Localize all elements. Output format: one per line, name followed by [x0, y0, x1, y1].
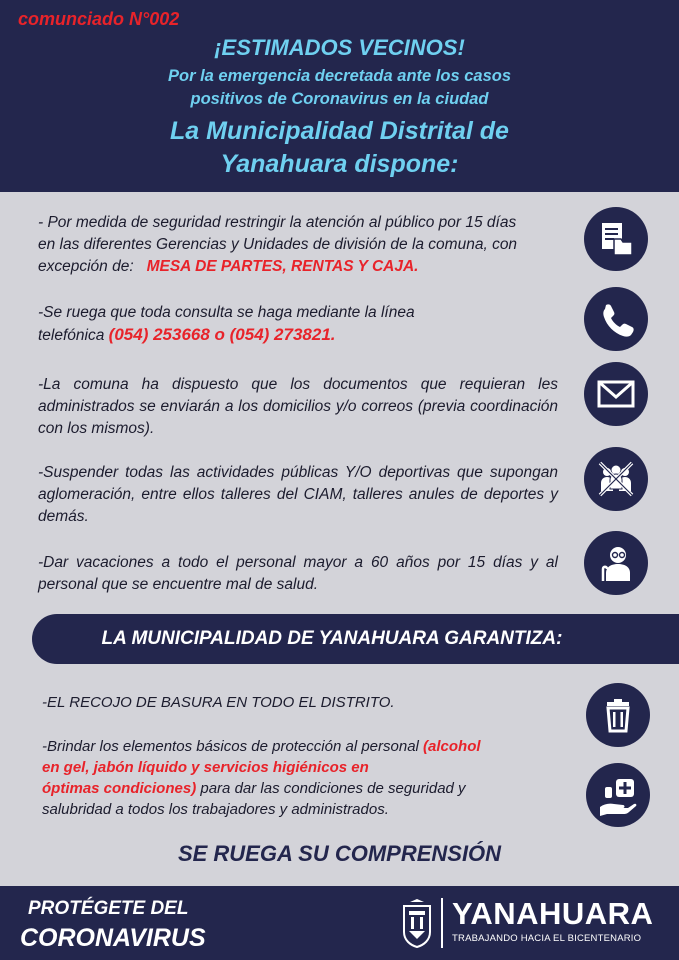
brand-name: YANAHUARA [452, 896, 654, 931]
measure-documents-delivery: -La comuna ha dispuesto que los documentos que requieran les administrados se enviarán a los domicilios y/o correos (previa coordinación con los mismos). [38, 376, 558, 437]
guarantee-2-line-3 [42, 778, 567, 799]
guarantee-2-highlight-1: (alcohol [423, 738, 481, 755]
page-title [0, 115, 679, 181]
guarantee-banner-text: LA MUNICIPALIDAD DE YANAHUARA GARANTIZA: [101, 628, 563, 649]
greeting-title: ¡ESTIMADOS VECINOS! [214, 35, 465, 60]
intro-line-1: Por la emergencia decretada ante los casos [168, 67, 511, 85]
medical-supplies-icon-svg [596, 773, 640, 817]
documents-folder-icon-svg [594, 217, 638, 261]
measure-restrict-attention [38, 212, 558, 278]
measure-phone-consultation [38, 302, 558, 347]
phone-icon-svg [594, 297, 638, 341]
phone-numbers: (054) 253668 o (054) 273821. [108, 325, 336, 344]
measure-suspend-activities: -Suspender todas las actividades públicas Y/O deportivas que supongan aglomeración, entre ellos talleres del CIAM, talleres anules de deportes y demás. [38, 464, 558, 525]
guarantee-2-prefix: -Brindar los elementos básicos de protección al personal [42, 738, 419, 755]
protect-line-1: PROTÉGETE DEL [28, 898, 189, 919]
title-line-2: Yanahuara dispone: [220, 150, 459, 178]
guarantee-2-highlight-3: óptimas condiciones) [42, 780, 197, 797]
title-line-1: La Municipalidad Distrital de [170, 117, 509, 145]
phone-icon [584, 287, 648, 351]
measure-1-prefix: excepción de: [38, 258, 134, 275]
guarantee-2-highlight-2: en gel, jabón líquido y servicios higiénicos en [42, 759, 369, 776]
medical-supplies-icon [586, 763, 650, 827]
measure-1-highlight: MESA DE PARTES, RENTAS Y CAJA. [146, 258, 419, 275]
communique-number: comunciado N°002 [18, 9, 180, 29]
measure-1-line-3 [38, 256, 558, 278]
trash-bin-icon [586, 683, 650, 747]
elderly-person-icon [584, 531, 648, 595]
intro-text [0, 65, 679, 111]
documents-folder-icon [584, 207, 648, 271]
protect-line-2: CORONAVIRUS [20, 924, 206, 952]
guarantee-2-suffix-2: salubridad a todos los trabajadores y administrados. [42, 801, 389, 818]
guarantee-2-line-1 [42, 736, 567, 757]
envelope-icon-svg [594, 372, 638, 416]
measure-2-prefix: telefónica [38, 327, 105, 344]
measure-1-line-1: - Por medida de seguridad restringir la atención al público por 15 días [38, 214, 517, 231]
measure-2-line-1: -Se ruega que toda consulta se haga mediante la línea [38, 304, 415, 321]
measure-2-line-2 [38, 324, 558, 347]
closing-message: SE RUEGA SU COMPRENSIÓN [177, 841, 502, 866]
measure-1-line-2: en las diferentes Gerencias y Unidades de división de la comuna, con [38, 236, 518, 253]
guarantee-2-suffix-1: para dar las condiciones de seguridad y [200, 780, 466, 797]
guarantee-garbage-collection: -EL RECOJO DE BASURA EN TODO EL DISTRITO. [42, 694, 395, 711]
guarantee-protection-supplies [42, 736, 567, 820]
no-crowds-icon-svg [594, 457, 638, 501]
guarantee-banner [32, 614, 679, 664]
elderly-person-icon-svg [594, 541, 638, 585]
no-crowds-icon [584, 447, 648, 511]
header-banner [0, 0, 679, 192]
municipal-seal-icon [400, 898, 434, 948]
intro-line-2: positivos de Coronavirus en la ciudad [190, 90, 489, 108]
logo-divider [441, 898, 443, 948]
envelope-icon [584, 362, 648, 426]
footer-banner [0, 886, 679, 960]
measure-elderly-vacations: -Dar vacaciones a todo el personal mayor a 60 años por 15 días y al personal que se encuentre mal de salud. [38, 554, 558, 593]
brand-tagline: TRABAJANDO HACIA EL BICENTENARIO [452, 933, 642, 944]
trash-bin-icon-svg [596, 693, 640, 737]
